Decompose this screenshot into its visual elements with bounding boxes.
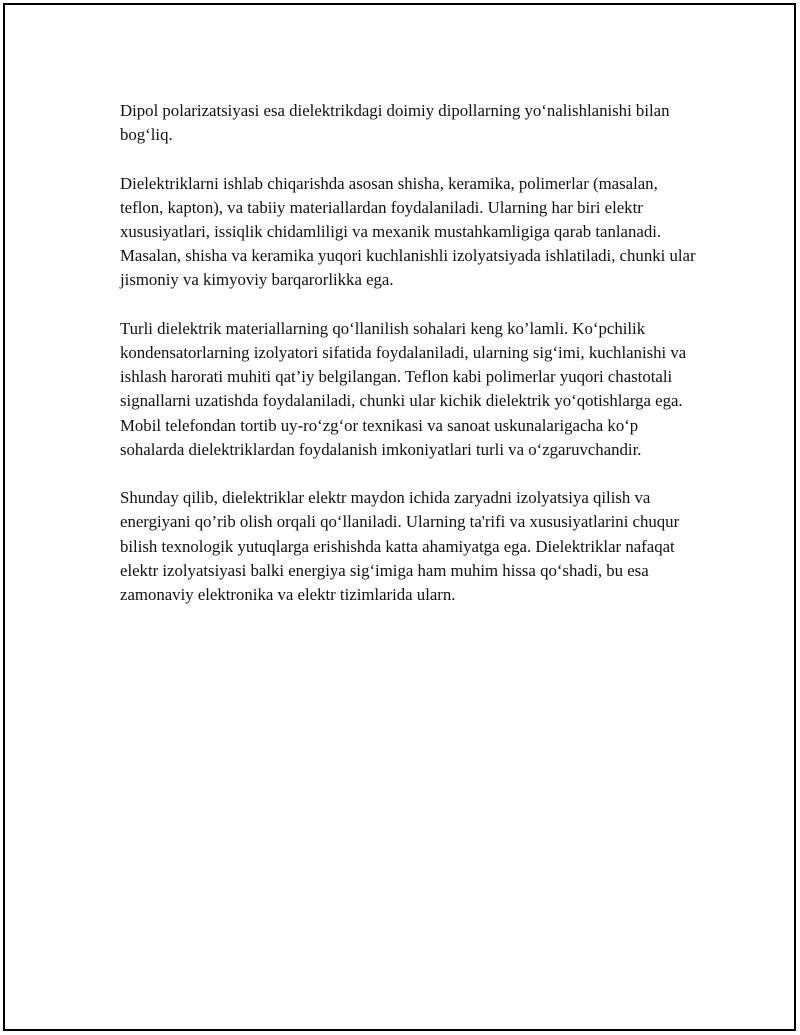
paragraph-conclusion: Shunday qilib, dielektriklar elektr maydon ichida zaryadni izolyatsiya qilish va energiyani qo’rib olish orqali qo‘llaniladi. Ularning ta'rifi va xususiyatlarini chuqur bilish texnologik yutuqlarga erishishda katta ahamiyatga ega. Dielektriklar nafaqat elektr izolyatsiyasi balki energiya sig‘imiga ham muhim hissa qo‘shadi, bu esa zamonaviy elektronika va elektr tizimlarida ularn. — [120, 488, 680, 605]
document-page — [3, 3, 796, 1031]
paragraph-dielectric-applications: Turli dielektrik materiallarning qo‘llanilish sohalari keng ko’lamli. Ko‘pchilik kondensatorlarning izolyatori sifatida foydalaniladi, ularning sig‘imi, kuchlanishi va ishlash harorati muhiti qat’iy belgilangan. Teflon kabi polimerlar yuqori chastotali signallarni uzatishda foydalaniladi, chunki ular kichik dielektrik yo‘qotishlarga ega. Mobil telefondan tortib uy-ro‘zg‘or texnikasi va sanoat uskunalarigacha ko‘p sohalarda dielektriklardan foydalanish imkoniyatlari turli va o‘zgaruvchandir. — [120, 318, 687, 459]
paragraph-dipole-polarization: Dipol polarizatsiyasi esa dielektrikdagi doimiy dipollarning yo‘nalishlanishi bilan bog‘liq. — [120, 101, 670, 145]
paragraph-dielectric-production: Dielektriklarni ishlab chiqarishda asosan shisha, keramika, polimerlar (masalan, teflon, kapton), va tabiiy materiallardan foydalaniladi. Ularning har biri elektr xususiyatlari, issiqlik chidamliligi va mexanik mustahkamligiga qarab tanlanadi. Masalan, shisha va keramika yuqori kuchlanishli izolyatsiyada ishlatiladi, chunki ular jismoniy va kimyoviy barqarorlikka ega. — [120, 173, 696, 290]
document-body — [120, 99, 700, 631]
